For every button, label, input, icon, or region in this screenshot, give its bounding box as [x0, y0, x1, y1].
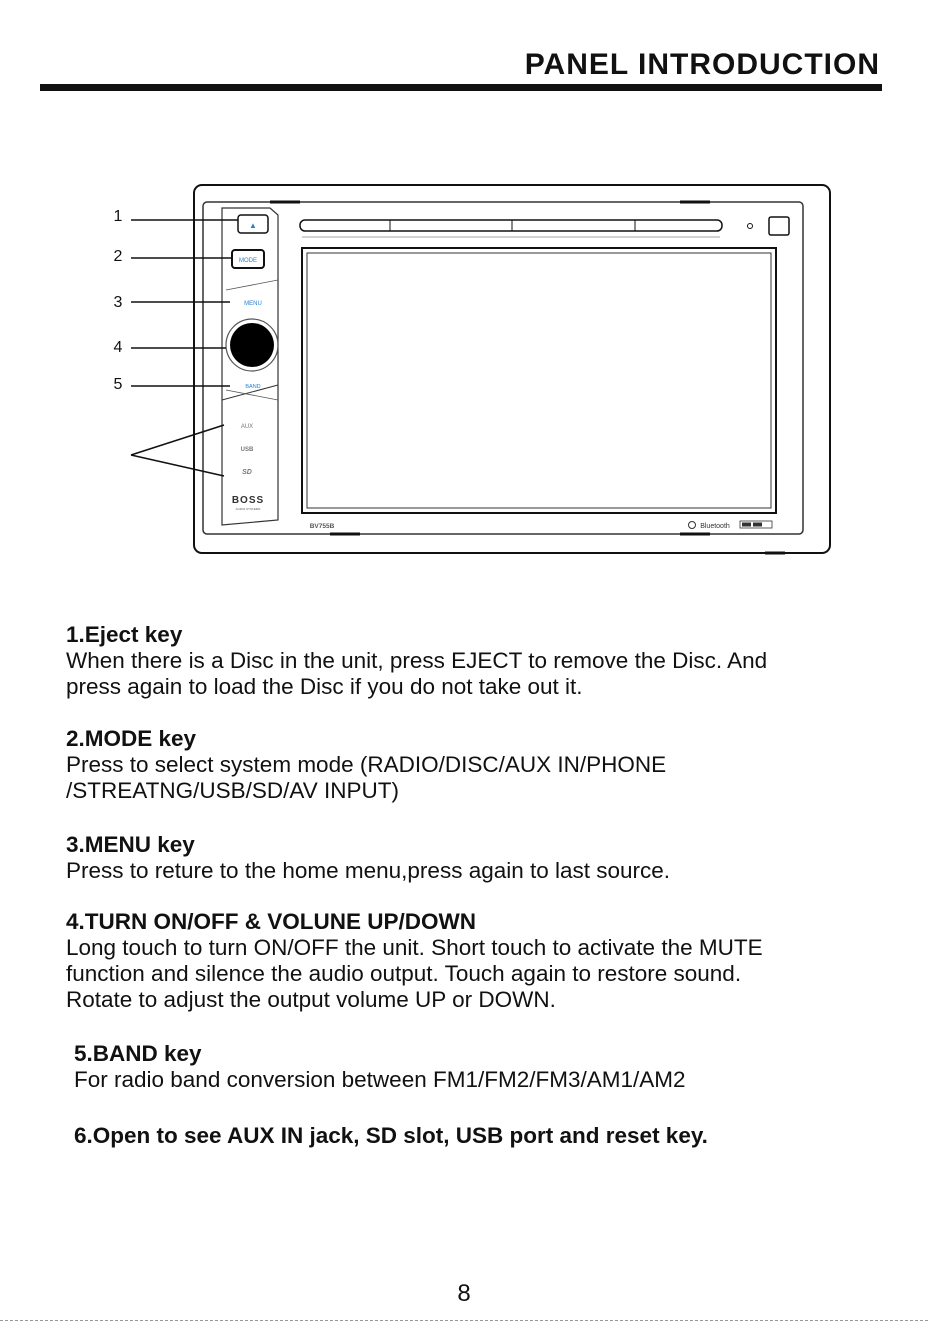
title-rule: [40, 84, 882, 91]
sd-label: SD: [242, 469, 252, 476]
section-heading: 1.Eject key: [66, 622, 183, 647]
bottom-rule: [0, 1320, 928, 1322]
unit-inner-trim: [203, 202, 803, 534]
section-heading: 3.MENU key: [66, 832, 195, 857]
section-line: Rotate to adjust the output volume UP or DOWN.: [66, 987, 556, 1012]
ir-window: [769, 217, 789, 235]
volume-knob: [230, 323, 274, 367]
disc-slot: [300, 220, 722, 231]
section-heading: 5.BAND key: [74, 1041, 202, 1066]
page-title: PANEL INTRODUCTION: [524, 48, 880, 81]
section-eject: [66, 622, 886, 700]
model-label: BV755B: [309, 523, 335, 530]
section-line: For radio band conversion between FM1/FM2/FM3/AM1/AM2: [74, 1067, 686, 1092]
section-line: /STREATNG/USB/SD/AV INPUT): [66, 778, 399, 803]
section-heading: 2.MODE key: [66, 726, 197, 751]
brand-logo: BOSS: [231, 495, 265, 506]
callout-1: 1: [113, 208, 123, 225]
callout-line-6b: [131, 455, 224, 476]
bluetooth-icon: [689, 522, 696, 529]
eject-glyph: ▲: [249, 221, 257, 230]
section-line: Press to reture to the home menu,press again to last source.: [66, 858, 671, 883]
callout-line-6a: [131, 425, 224, 455]
section-line: press again to load the Disc if you do not take out it.: [66, 674, 583, 699]
panel-illustration: [0, 170, 928, 570]
callout-3: 3: [113, 294, 123, 311]
section-ports: [74, 1123, 894, 1149]
section-heading: 4.TURN ON/OFF & VOLUNE UP/DOWN: [66, 909, 476, 934]
callout-5: 5: [113, 376, 123, 393]
section-line: Press to select system mode (RADIO/DISC/AUX IN/PHONE: [66, 752, 667, 777]
section-mode: [66, 726, 886, 804]
band-label: BAND: [245, 384, 261, 390]
aux-label: AUX: [240, 424, 254, 430]
touch-screen: [302, 248, 776, 513]
section-line: function and silence the audio output. Touch again to restore sound.: [66, 961, 742, 986]
usb-label: USB: [240, 447, 254, 453]
bluetooth-label: Bluetooth: [700, 523, 730, 530]
callout-2: 2: [113, 248, 123, 265]
page-number: 8: [457, 1280, 471, 1307]
section-band: [74, 1041, 894, 1093]
brand-sub: AUDIO SYSTEMS: [235, 507, 261, 511]
mode-label: MODE: [239, 258, 257, 264]
panel-diagram: [0, 170, 928, 570]
callout-4: 4: [113, 339, 123, 356]
unit-outer-frame: [194, 185, 830, 553]
reset-hole: [748, 224, 753, 229]
section-line: When there is a Disc in the unit, press EJECT to remove the Disc. And: [66, 648, 768, 673]
section-line: Long touch to turn ON/OFF the unit. Short touch to activate the MUTE: [66, 935, 763, 960]
section-menu: [66, 832, 886, 884]
section-heading: 6.Open to see AUX IN jack, SD slot, USB port and reset key.: [74, 1123, 708, 1148]
menu-label: MENU: [244, 301, 262, 307]
section-volume: [66, 909, 886, 1013]
